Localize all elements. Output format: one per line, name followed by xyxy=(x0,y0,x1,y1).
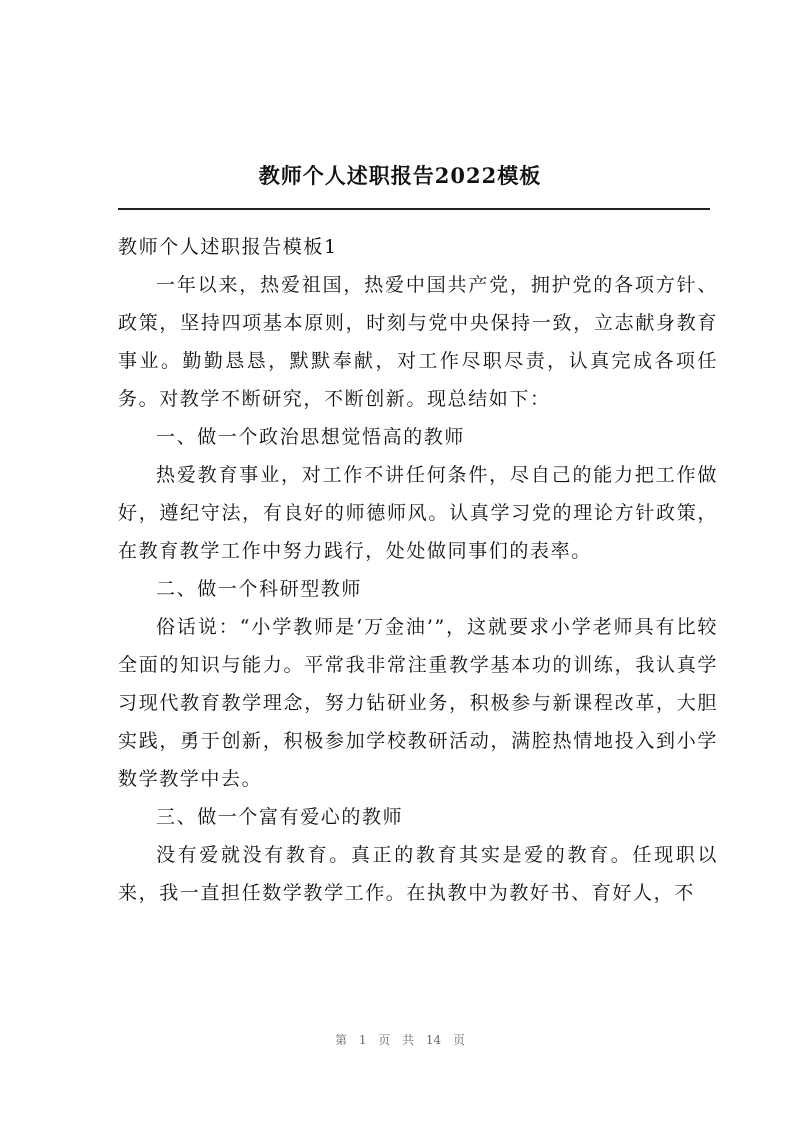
section-heading: 教师个人述职报告模板1 xyxy=(118,236,338,258)
title-divider xyxy=(118,208,710,210)
body-paragraph: 没有爱就没有教育。真正的教育其实是爱的教育。任现职以来，我一直担任数学教学工作。在执教中为教好书、育好人，不 xyxy=(118,844,718,904)
body-paragraph: 一年以来，热爱祖国，热爱中国共产党，拥护党的各项方针、政策，坚持四项基本原则，时刻与党中央保持一致，立志献身教育事业。勤勤恳恳，默默奉献，对工作尽职尽责，认真完成各项任务。对教学不断研究，不断创新。现总结如下： xyxy=(118,274,718,410)
body-paragraph: 俗话说：“小学教师是‘万金油’”，这就要求小学老师具有比较全面的知识与能力。平常我非常注重教学基本功的训练，我认真学习现代教育教学理念，努力钻研业务，积极参与新课程改革，大胆实践，勇于创新，积极参加学校教研活动，满腔热情地投入到小学数学教学中去。 xyxy=(118,616,718,790)
document-title: 教师个人述职报告2022模板 xyxy=(258,163,542,188)
document-body xyxy=(118,228,718,912)
body-paragraph: 三、做一个富有爱心的教师 xyxy=(156,806,404,828)
body-paragraph: 一、做一个政治思想觉悟高的教师 xyxy=(156,426,466,448)
body-paragraph: 热爱教育事业，对工作不讲任何条件，尽自己的能力把工作做好，遵纪守法，有良好的师德师风。认真学习党的理论方针政策，在教育教学工作中努力践行，处处做同事们的表率。 xyxy=(118,464,718,562)
page-footer: 第 1 页 共 14 页 xyxy=(335,1033,465,1047)
body-paragraph: 二、做一个科研型教师 xyxy=(156,578,363,600)
